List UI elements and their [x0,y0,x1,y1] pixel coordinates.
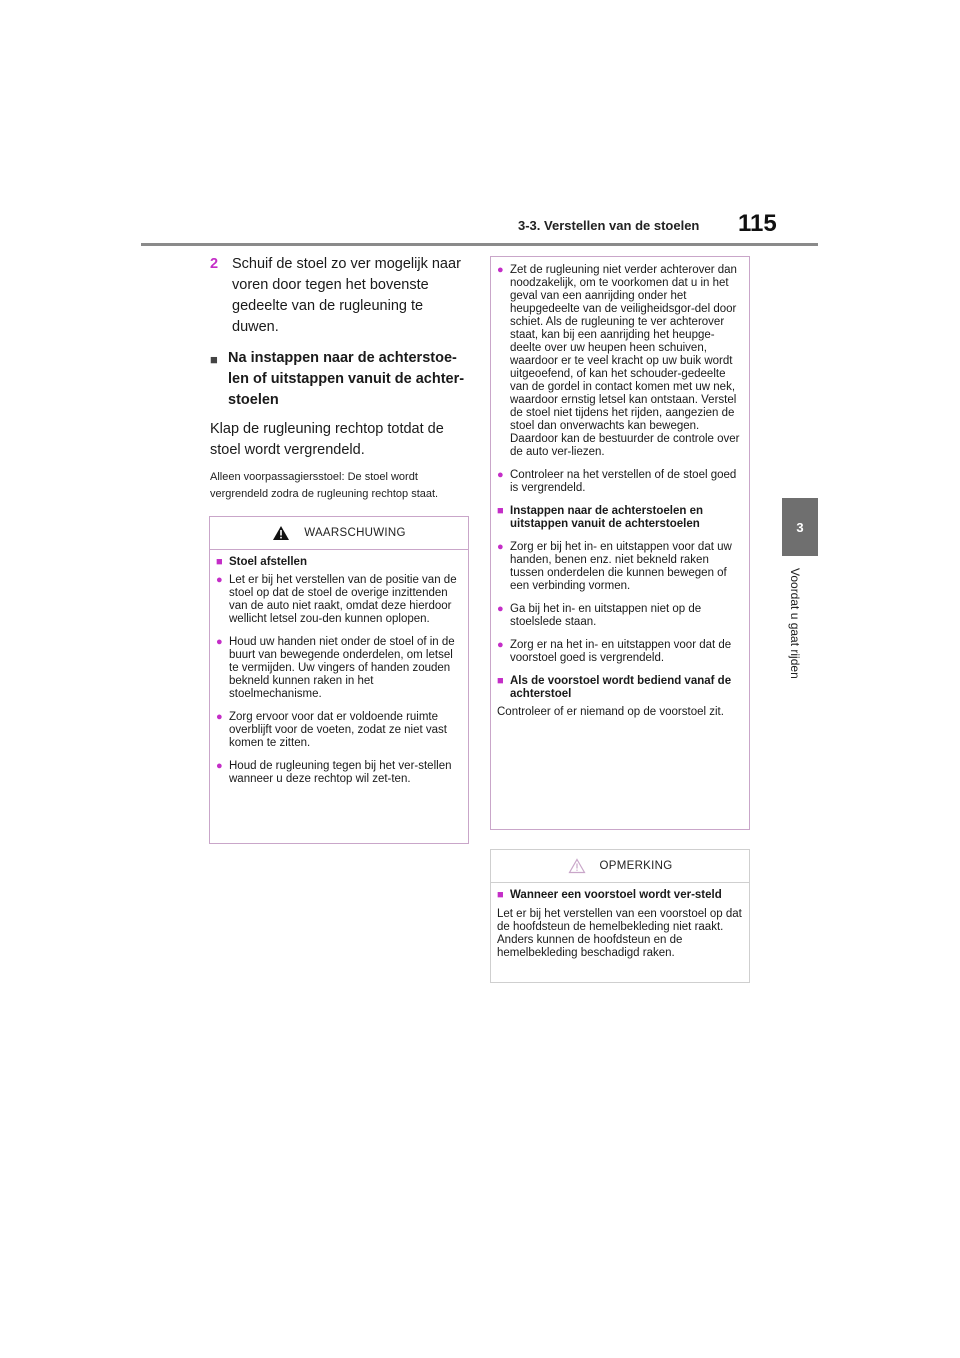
round-bullet-icon: ● [497,603,504,615]
note-box [490,849,750,983]
warning-body [210,550,468,786]
chapter-label: Voordat u gaat rijden [788,568,802,679]
round-bullet-icon: ● [497,541,504,553]
square-bullet-icon: ■ [497,889,504,901]
subheading-text: Na instappen naar de achterstoe-len of uitstappen vanuit de achter-stoelen [228,350,465,408]
round-bullet-icon: ● [216,711,223,723]
list-item [216,574,462,626]
square-bullet-icon: ■ [216,556,223,568]
warning-heading [497,675,743,701]
step-number: 2 [210,256,219,272]
note-heading-text: Wanneer een voorstoel wordt ver-steld [510,889,722,901]
list-item-text: Zet de rugleuning niet verder achterover dan noodzakelijk, om te voorkomen dat u in het geval van een aanrijding onder het heupgedeelte van de veiligheidsgor-del door schiet. Als de rugleuning te ver achterover staat, kan bij een aanrijding het heupge-deelte over uw heupen heen schuiven, waardoor er te veel kracht op uw buik wordt uitgeoefend, of kan het schouder-gedeelte van de gordel in contact komen met uw nek, waardoor ernstig letsel kan ontstaan. Verstel de stoel niet tijdens het rijden, aangezien de stoel dan onverwachts kan bewegen. Daardoor kan de bestuurder de controle over de auto ver-liezen. [510,264,740,458]
list-item [216,760,462,786]
note-text: Let er bij het verstellen van een voorstoel op dat de hoofdsteun de hemelbekleding niet raakt. Anders kunnen de hoofdsteun en de hemelbekleding beschadigd raken. [497,908,742,959]
warning-box [209,516,469,844]
list-item [497,469,743,495]
body-text: Klap de rugleuning rechtop totdat de stoel wordt vergrendeld. [210,421,444,458]
warning-box-continued [490,256,750,830]
chapter-tab[interactable]: 3 [782,498,818,556]
page-number: 115 [738,210,777,237]
list-item [216,711,462,750]
warning-heading [497,505,743,531]
warning-heading [216,556,462,569]
square-bullet-icon: ■ [210,352,218,367]
round-bullet-icon: ● [216,636,223,648]
list-item-text: Let er bij het verstellen van de positie van de stoel op dat de stoel de overige inzittenden van de auto niet raakt, omdat deze hierdoor wellicht letsel zou-den kunnen oplopen. [229,574,457,625]
square-bullet-icon: ■ [497,675,504,687]
header-rule [141,243,818,246]
warning-text: Controleer of er niemand op de voorstoel zit. [497,706,724,718]
step-2 [210,254,468,338]
left-column [210,254,468,503]
list-item-text: Zorg ervoor voor dat er voldoende ruimte overblijft voor de voeten, zodat ze niet vast komen te zitten. [229,711,447,749]
list-item [497,541,743,593]
caution-triangle-icon [568,858,586,874]
note-header [491,850,749,883]
list-item-text: Ga bij het in- en uitstappen niet op de stoelslede staan. [510,603,702,628]
warning-heading-text: Als de voorstoel wordt bediend vanaf de achterstoel [510,675,732,700]
warning-title: WAARSCHUWING [304,527,406,539]
warning-header [210,517,468,550]
warning-heading-text: Stoel afstellen [229,556,307,568]
small-note-text: Alleen voorpassagiersstoel: De stoel wordt vergrendeld zodra de rugleuning rechtop staat. [210,471,439,500]
warning-heading-text: Instappen naar de achterstoelen en uitstappen vanuit de achterstoelen [510,505,704,530]
list-item [497,603,743,629]
subheading [210,348,468,411]
round-bullet-icon: ● [216,574,223,586]
list-item-text: Houd uw handen niet onder de stoel of in de buurt van bewegende onderdelen, om letsel te vermijden. Uw vingers of handen zouden bekneld kunnen raken in het stoelmechanisme. [229,636,455,700]
warning-triangle-icon [272,525,290,541]
list-item [497,264,743,459]
list-item-text: Zorg er na het in- en uitstappen voor dat de voorstoel goed is vergrendeld. [510,639,732,664]
square-bullet-icon: ■ [497,505,504,517]
section-title: 3-3. Verstellen van de stoelen [518,218,700,233]
list-item-text: Controleer na het verstellen of de stoel goed is vergrendeld. [510,469,737,494]
list-item-text: Zorg er bij het in- en uitstappen voor dat uw handen, benen enz. niet bekneld raken tussen onderdelen die kunnen bewegen of een verbinding vormen. [510,541,732,592]
warning-continued-body [491,257,749,719]
round-bullet-icon: ● [216,760,223,772]
list-item [497,639,743,665]
note-heading [497,889,743,902]
step-text: Schuif de stoel zo ver mogelijk naar voren door tegen het bovenste gedeelte van de rugleuning te duwen. [232,256,461,335]
round-bullet-icon: ● [497,469,504,481]
list-item-text: Houd de rugleuning tegen bij het ver-stellen wanneer u deze rechtop wil zet-ten. [229,760,452,785]
note-body [491,883,749,960]
list-item [216,636,462,701]
round-bullet-icon: ● [497,639,504,651]
round-bullet-icon: ● [497,264,504,276]
note-title: OPMERKING [599,860,673,872]
